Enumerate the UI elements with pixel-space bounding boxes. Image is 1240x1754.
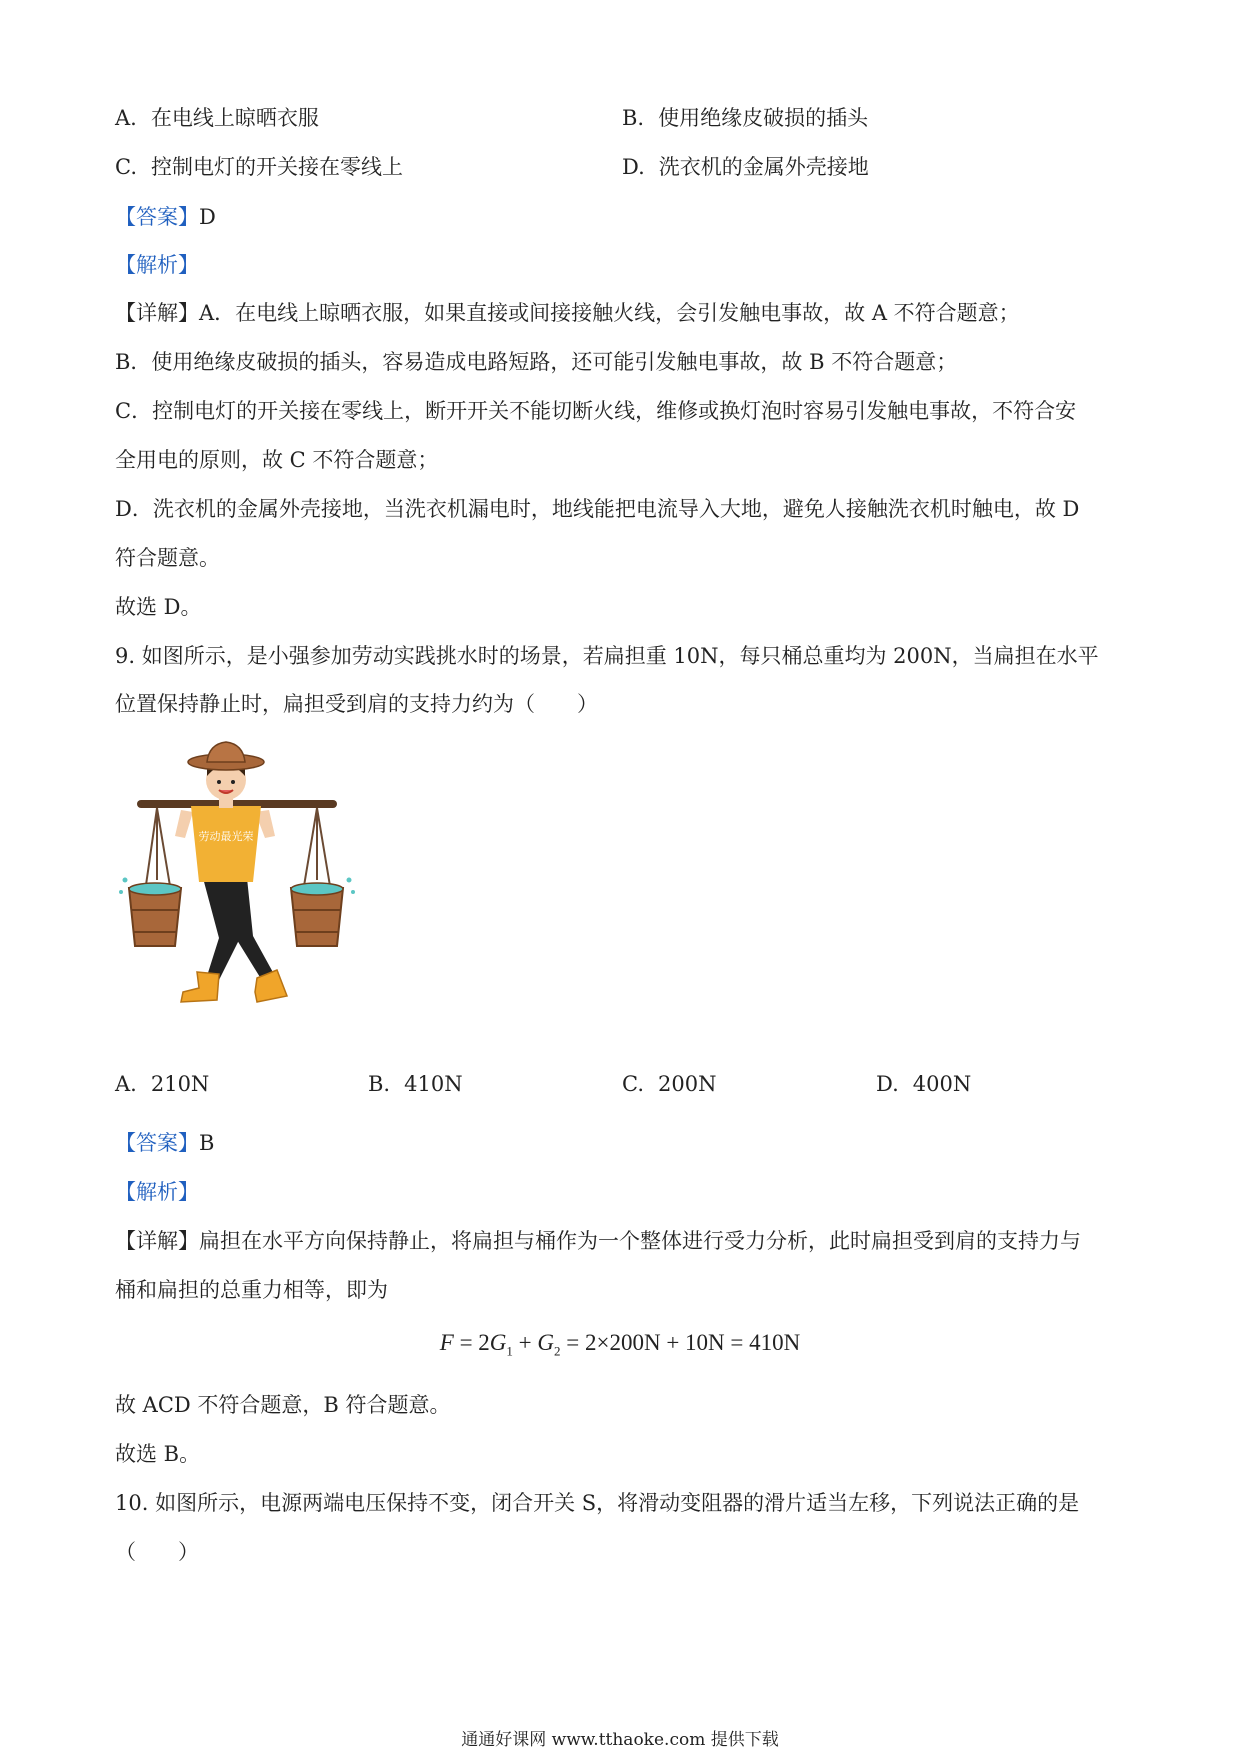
- q8-detail-line-6: 符合题意。: [115, 546, 220, 570]
- q8-option-b: B. 使用绝缘皮破损的插头: [622, 106, 869, 130]
- q9-detail-line-2: 桶和扁担的总重力相等，即为: [115, 1278, 388, 1302]
- q8-analysis-label: 【解析】: [115, 253, 199, 277]
- q8-detail-line-2: B．使用绝缘皮破损的插头，容易造成电路短路，还可能引发触电事故，故 B 不符合题意；: [115, 350, 958, 374]
- q9-option-b: B. 410N: [368, 1072, 463, 1096]
- q9-formula: $F = 2G_1 + G_2 = 2\times 200N + 10N = 410N$: [439, 1330, 801, 1359]
- q9-stem-line-1: 9. 如图所示，是小强参加劳动实践挑水时的场景，若扁担重 10N，每只桶总重均为 200N，当扁担在水平: [115, 644, 1099, 668]
- q10-stem-line-1: 10. 如图所示，电源两端电压保持不变，闭合开关 S，将滑动变阻器的滑片适当左移，下列说法正确的是: [115, 1491, 1080, 1515]
- q9-analysis-label: 【解析】: [115, 1180, 199, 1204]
- q9-detail-line-1: 【详解】扁担在水平方向保持静止，将扁担与桶作为一个整体进行受力分析，此时扁担受到肩的支持力与: [115, 1229, 1081, 1253]
- q8-answer: 【答案】D: [115, 205, 216, 229]
- q8-option-d: D. 洗衣机的金属外壳接地: [622, 155, 869, 179]
- q9-conclusion-1: 故 ACD 不符合题意，B 符合题意。: [115, 1393, 451, 1417]
- q9-option-c: C. 200N: [622, 1072, 717, 1096]
- q9-conclusion-2: 故选 B。: [115, 1442, 201, 1466]
- q8-conclusion: 故选 D。: [115, 595, 202, 619]
- q9-option-a: A. 210N: [115, 1072, 210, 1096]
- page-footer: 通通好课网 www.tthaoke.com 提供下载: [461, 1730, 779, 1750]
- q10-stem-line-2: （ ）: [115, 1540, 199, 1564]
- q9-stem-line-2: 位置保持静止时，扁担受到肩的支持力约为（ ）: [115, 692, 598, 716]
- q8-detail-line-1: 【详解】A．在电线上晾晒衣服，如果直接或间接接触火线，会引发触电事故，故 A 不符合题意；: [115, 301, 1020, 325]
- q8-detail-line-3: C．控制电灯的开关接在零线上，断开开关不能切断火线，维修或换灯泡时容易引发触电事故，不符合安: [115, 399, 1077, 423]
- q8-detail-line-4: 全用电的原则，故 C 不符合题意；: [115, 448, 439, 472]
- q9-answer: 【答案】B: [115, 1131, 215, 1155]
- q8-detail-line-5: D．洗衣机的金属外壳接地，当洗衣机漏电时，地线能把电流导入大地，避免人接触洗衣机时触电，故 D: [115, 497, 1080, 521]
- q8-option-c: C. 控制电灯的开关接在零线上: [115, 155, 403, 179]
- q9-option-d: D. 400N: [876, 1072, 972, 1096]
- water-carrying-boy-illustration: [115, 740, 365, 1010]
- q8-option-a: A. 在电线上晾晒衣服: [115, 106, 319, 130]
- shirt-text: 劳动最光荣: [198, 830, 254, 843]
